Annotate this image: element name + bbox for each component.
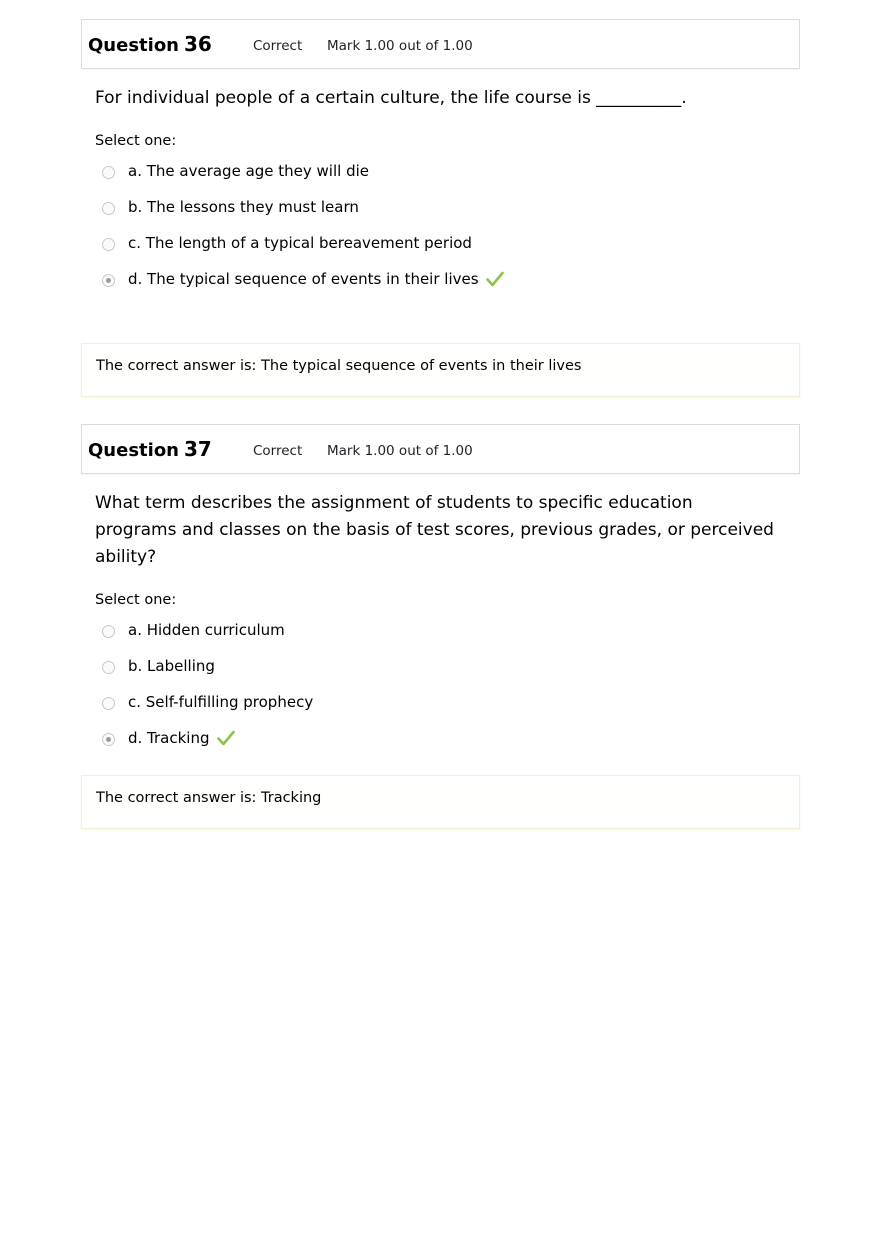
answer-option-a[interactable] bbox=[95, 616, 800, 652]
check-icon bbox=[217, 730, 235, 746]
answer-options bbox=[95, 157, 800, 301]
radio-button[interactable] bbox=[102, 166, 115, 179]
answer-option-c[interactable] bbox=[95, 229, 800, 265]
question-mark: Mark 1.00 out of 1.00 bbox=[327, 443, 473, 459]
question-text: For individual people of a certain culture, the life course is __________. bbox=[95, 88, 687, 108]
question-number bbox=[88, 32, 212, 56]
question-state: Correct bbox=[253, 38, 303, 54]
answer-option-d[interactable] bbox=[95, 265, 800, 301]
check-icon bbox=[486, 271, 504, 287]
option-label: b. The lessons they must learn bbox=[128, 198, 359, 216]
radio-button[interactable] bbox=[102, 697, 115, 710]
radio-button-selected[interactable] bbox=[102, 733, 115, 746]
select-one-prompt: Select one: bbox=[95, 133, 177, 149]
option-label: c. Self-fulfilling prophecy bbox=[128, 693, 314, 711]
answer-option-c[interactable] bbox=[95, 688, 800, 724]
question-state: Correct bbox=[253, 443, 303, 459]
question-num: 37 bbox=[184, 437, 212, 461]
question-37 bbox=[81, 424, 800, 760]
option-label: d. The typical sequence of events in their lives bbox=[128, 270, 479, 288]
option-label: a. Hidden curriculum bbox=[128, 621, 285, 639]
select-one-prompt: Select one: bbox=[95, 592, 177, 608]
option-label-wrap bbox=[128, 270, 504, 288]
question-num: 36 bbox=[184, 32, 212, 56]
question-36 bbox=[81, 19, 800, 301]
feedback-text: The correct answer is: The typical sequence of events in their lives bbox=[96, 358, 582, 374]
radio-button-selected[interactable] bbox=[102, 274, 115, 287]
question-header bbox=[81, 19, 800, 69]
question-body bbox=[81, 85, 800, 301]
radio-button[interactable] bbox=[102, 238, 115, 251]
question-mark: Mark 1.00 out of 1.00 bbox=[327, 38, 473, 54]
radio-button[interactable] bbox=[102, 661, 115, 674]
question-label: Question bbox=[88, 440, 179, 461]
option-label: d. Tracking bbox=[128, 729, 210, 747]
option-label: c. The length of a typical bereavement period bbox=[128, 234, 472, 252]
correct-answer-feedback bbox=[81, 343, 800, 397]
radio-button[interactable] bbox=[102, 202, 115, 215]
answer-option-d[interactable] bbox=[95, 724, 800, 760]
feedback-text: The correct answer is: Tracking bbox=[96, 790, 322, 806]
question-text: What term describes the assignment of students to specific education programs and classes on the basis of test scores, previous grades, or perceived ability? bbox=[95, 493, 774, 567]
option-label: b. Labelling bbox=[128, 657, 215, 675]
answer-options bbox=[95, 616, 800, 760]
question-number bbox=[88, 437, 212, 461]
answer-option-b[interactable] bbox=[95, 193, 800, 229]
question-body bbox=[81, 490, 800, 760]
correct-answer-feedback bbox=[81, 775, 800, 829]
radio-button[interactable] bbox=[102, 625, 115, 638]
option-label: a. The average age they will die bbox=[128, 162, 369, 180]
question-label: Question bbox=[88, 35, 179, 56]
answer-option-b[interactable] bbox=[95, 652, 800, 688]
option-label-wrap bbox=[128, 729, 235, 747]
question-header bbox=[81, 424, 800, 474]
answer-option-a[interactable] bbox=[95, 157, 800, 193]
